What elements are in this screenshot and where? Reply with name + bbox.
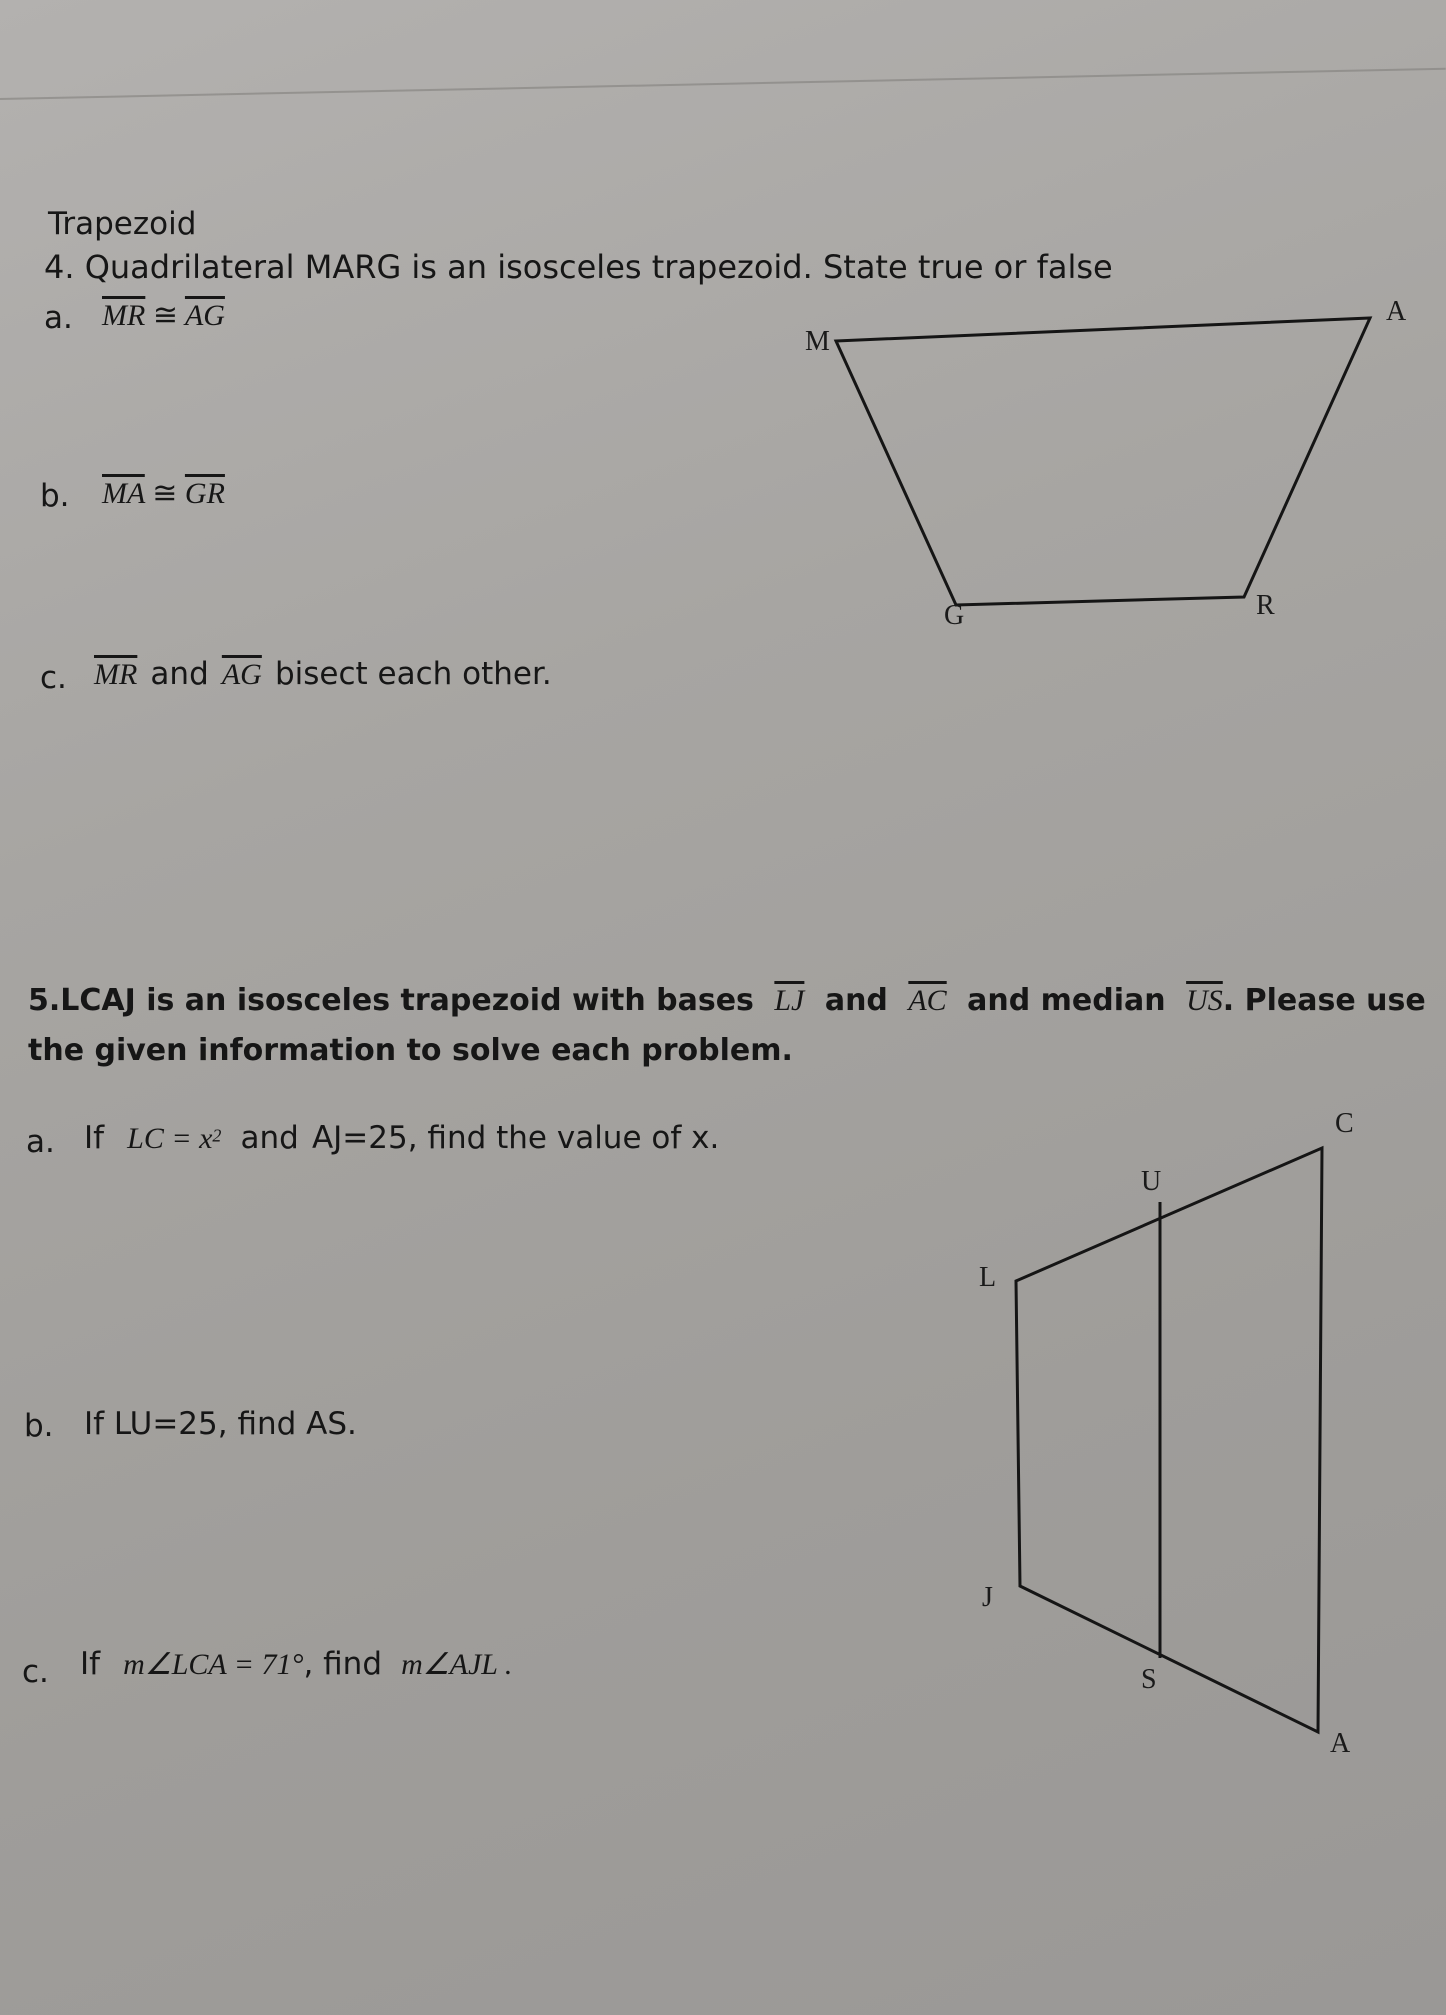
vertex-label-r: R (1256, 590, 1275, 621)
and-word: and (150, 656, 209, 692)
expression-lc: LC = x (127, 1122, 213, 1155)
vertex-label-s: S (1141, 1664, 1157, 1695)
find-word: , find (303, 1646, 382, 1682)
vertex-label-m: M (805, 326, 830, 357)
q5b-label: b. (24, 1408, 54, 1444)
segment-ag: $\overline{AG}$ (184, 299, 225, 332)
q5-prompt-start: 5.LCAJ is an isosceles trapezoid with bases (28, 983, 754, 1018)
angle-lca-expression: m∠LCA = 71° (123, 1648, 304, 1681)
q5b-statement: If LU=25, find AS. (84, 1406, 357, 1442)
q5a-rest: AJ=25, find the value of x. (311, 1120, 720, 1156)
segment-gr: $\overline{GR}$ (184, 477, 225, 510)
vertex-label-c: C (1335, 1108, 1354, 1139)
congruent-symbol: ≅ (152, 477, 178, 510)
trapezoid-lcaj (1016, 1148, 1322, 1732)
q5a-label: a. (26, 1124, 55, 1160)
q4b-label: b. (40, 478, 70, 514)
vertex-label-g: G (944, 600, 965, 631)
q5-prompt-line2: the given information to solve each problem. (28, 1033, 793, 1068)
congruent-symbol: ≅ (152, 299, 178, 332)
segment-ma: $\overline{MA}$ (102, 477, 145, 510)
q4a-label: a. (44, 300, 73, 336)
bisect-text: bisect each other. (274, 656, 552, 692)
exponent: 2 (212, 1125, 222, 1146)
and-word: and (824, 983, 888, 1018)
vertex-label-a: A (1330, 1728, 1351, 1759)
q4-prompt: 4. Quadrilateral MARG is an isosceles trapezoid. State true or false (44, 248, 1113, 286)
trapezoid-lcaj-figure (1016, 1148, 1322, 1732)
segment-mr: $\overline{MR}$ (94, 658, 138, 691)
and-word: and (240, 1120, 299, 1156)
trapezoid-marg-figure (836, 318, 1370, 605)
vertex-label-j: J (982, 1582, 993, 1613)
vertex-label-u: U (1141, 1166, 1162, 1197)
segment-lj: $\overline{LJ}$ (774, 984, 805, 1017)
q5-prompt-end: . Please use (1222, 983, 1426, 1018)
trapezoid-marg (836, 318, 1370, 605)
vertex-label-a: A (1386, 296, 1407, 327)
segment-us: $\overline{US}$ (1186, 984, 1223, 1017)
vertex-label-l: L (979, 1262, 997, 1293)
if-word: If (80, 1646, 101, 1682)
segment-ag: $\overline{AG}$ (221, 658, 262, 691)
segment-mr: $\overline{MR}$ (102, 299, 146, 332)
angle-ajl-expression: m∠AJL . (401, 1648, 513, 1681)
segment-ac: $\overline{AC}$ (908, 984, 947, 1017)
median-word: and median (967, 983, 1166, 1018)
q5c-label: c. (22, 1654, 49, 1690)
q4c-label: c. (40, 660, 67, 696)
page-heading: Trapezoid (48, 206, 197, 242)
if-word: If (84, 1120, 105, 1156)
